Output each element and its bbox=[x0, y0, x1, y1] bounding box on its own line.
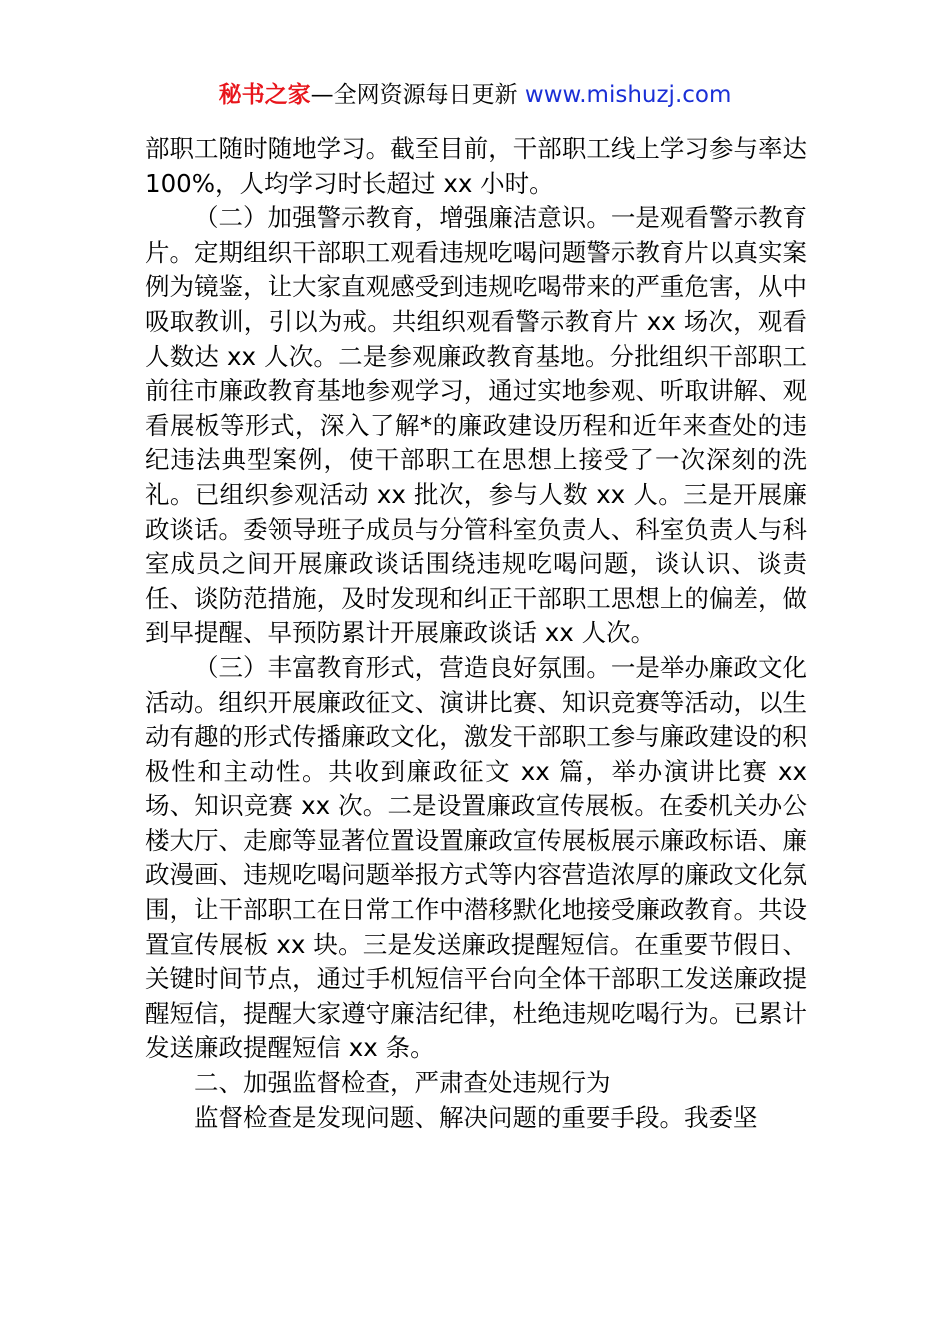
paragraph-supervision: 监督检查是发现问题、解决问题的重要手段。我委坚 bbox=[194, 1102, 758, 1132]
document-body bbox=[145, 132, 807, 1135]
site-url[interactable]: www.mishuzj.com bbox=[524, 82, 732, 108]
paragraph-continued: 部职工随时随地学习。截至目前，干部职工线上学习参与率达 100%，人均学习时长超过 xx 小时。 bbox=[145, 134, 807, 198]
site-tagline: —全网资源每日更新 bbox=[310, 82, 525, 108]
paragraph-warning-education: （二）加强警示教育，增强廉洁意识。一是观看警示教育片。定期组织干部职工观看违规吃喝问题警示教育片以真实案例为镜鉴，让大家直观感受到违规吃喝带来的严重危害，从中吸取教训，引以为戒。共组织观看警示教育片 xx 场次，观看人数达 xx 人次。二是参观廉政教育基地。分批组织干部职工前往市廉政教育基地参观学习，通过实地参观、听取讲解、观看展板等形式，深入了解*的廉政建设历程和近年来查处的违纪违法典型案例，使干部职工在思想上接受了一次深刻的洗礼。已组织参观活动 xx 批次，参与人数 xx 人。三是开展廉政谈话。委领导班子成员与分管科室负责人、科室负责人与科室成员之间开展廉政谈话围绕违规吃喝问题，谈认识、谈责任、谈防范措施，及时发现和纠正干部职工思想上的偏差，做到早提醒、早预防累计开展廉政谈话 xx 人次。 bbox=[145, 203, 807, 648]
section-heading: 二、加强监督检查，严肃查处违规行为 bbox=[194, 1068, 611, 1098]
site-header bbox=[0, 78, 950, 112]
paragraph-education-forms: （三）丰富教育形式，营造良好氛围。一是举办廉政文化活动。组织开展廉政征文、演讲比赛、知识竞赛等活动，以生动有趣的形式传播廉政文化，激发干部职工参与廉政建设的积极性和主动性。共收到廉政征文 xx 篇，举办演讲比赛 xx 场、知识竞赛 xx 次。二是设置廉政宣传展板。在委机关办公楼大厅、走廊等显著位置设置廉政宣传展板展示廉政标语、廉政漫画、违规吃喝问题举报方式等内容营造浓厚的廉政文化氛围，让干部职工在日常工作中潜移默化地接受廉政教育。共设置宣传展板 xx 块。三是发送廉政提醒短信。在重要节假日、关键时间节点，通过手机短信平台向全体干部职工发送廉政提醒短信，提醒大家遵守廉洁纪律，杜绝违规吃喝行为。已累计发送廉政提醒短信 xx 条。 bbox=[145, 652, 807, 1063]
site-brand: 秘书之家 bbox=[218, 82, 311, 108]
